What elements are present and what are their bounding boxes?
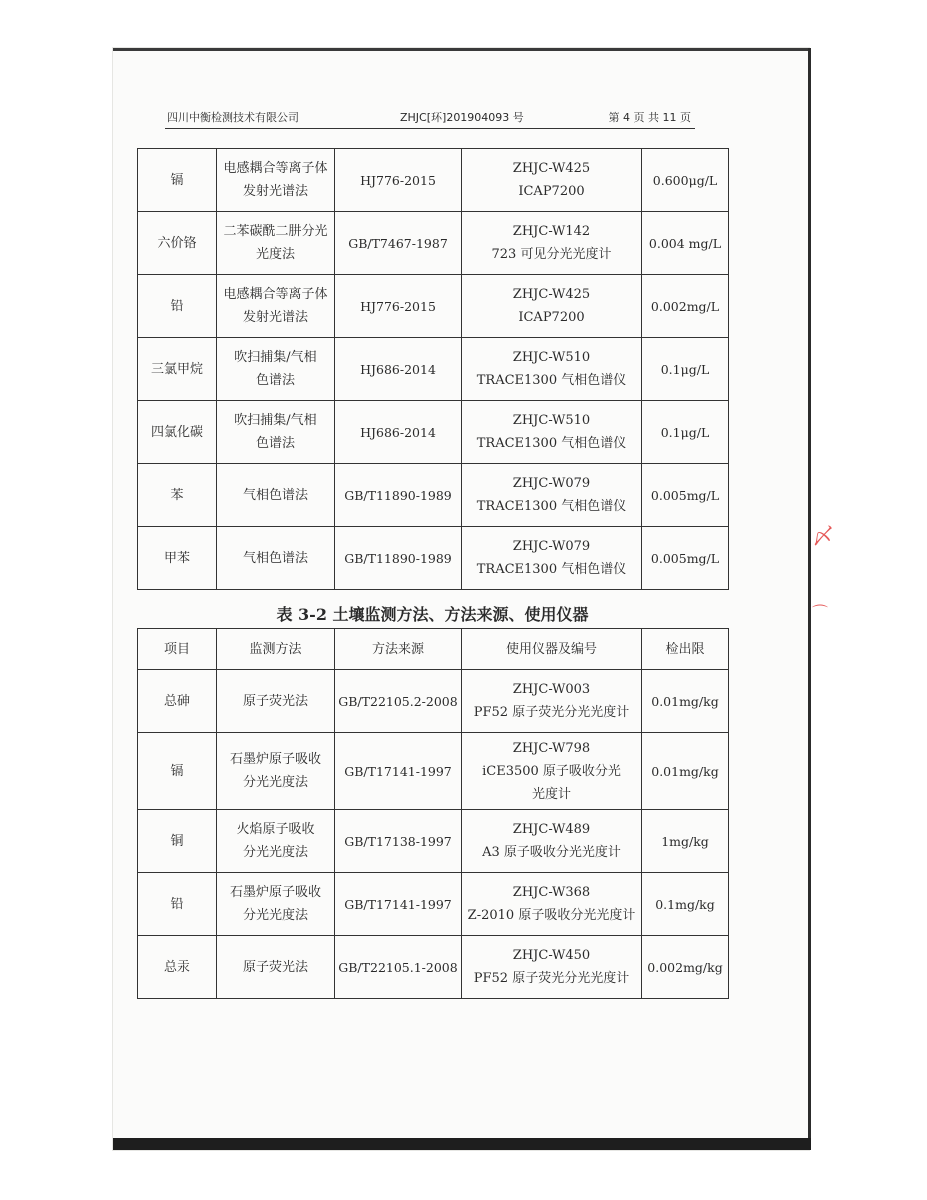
table-row [138,275,729,338]
company-name: 四川中衡检测技术有限公司 [167,111,299,124]
limit-cell: 0.004 mg/L [642,212,729,275]
header-cell: 项目 [138,629,217,670]
instrument-line: TRACE1300 气相色谱仪 [476,373,627,388]
table-row [138,338,729,401]
instrument-line: 723 可见分光光度计 [491,247,612,262]
instrument-line: ZHJC-W142 [512,224,591,239]
limit-cell: 0.1μg/L [642,338,729,401]
method-line: 分光光度法 [242,775,308,790]
header-cell: 检出限 [642,629,729,670]
instrument-line: TRACE1300 气相色谱仪 [476,562,627,577]
source-cell: GB/T11890-1989 [335,527,462,590]
instrument-cell [462,464,642,527]
table-row [138,527,729,590]
limit-cell: 0.002mg/kg [642,936,729,999]
header-cell: 方法来源 [335,629,462,670]
source-cell: GB/T17138-1997 [335,810,462,873]
instrument-cell [462,149,642,212]
method-cell [217,338,335,401]
instrument-cell [462,810,642,873]
limit-cell: 0.1mg/kg [642,873,729,936]
method-line: 气相色谱法 [242,550,308,566]
instrument-line: ZHJC-W489 [512,822,591,837]
instrument-cell [462,275,642,338]
source-cell: GB/T17141-1997 [335,873,462,936]
source-cell: GB/T17141-1997 [335,733,462,810]
method-cell [217,936,335,999]
instrument-line: ICAP7200 [518,310,585,325]
method-line: 发射光谱法 [242,184,308,199]
table-row [138,733,729,810]
method-line: 石墨炉原子吸收 [229,752,321,767]
method-cell [217,464,335,527]
limit-cell: 0.002mg/L [642,275,729,338]
instrument-cell [462,873,642,936]
instrument-line: ZHJC-W425 [512,161,591,176]
item-cell: 铜 [138,810,217,873]
item-cell: 三氯甲烷 [138,338,217,401]
page-top-edge [113,48,811,51]
method-line: 分光光度法 [242,845,308,860]
stamp-bleed-mark: 〆 [812,525,835,550]
limit-cell: 1mg/kg [642,810,729,873]
item-cell: 铅 [138,275,217,338]
method-cell [217,401,335,464]
method-cell [217,810,335,873]
method-line: 气相色谱法 [242,487,308,503]
method-line: 原子荧光法 [242,959,308,975]
table-row [138,936,729,999]
instrument-line: A3 原子吸收分光光度计 [482,845,621,860]
source-cell: GB/T22105.2-2008 [335,670,462,733]
item-cell: 镉 [138,733,217,810]
method-line: 电感耦合等离子体 [223,161,328,176]
method-cell [217,873,335,936]
page-header [165,106,695,129]
method-line: 石墨炉原子吸收 [229,885,321,900]
header-cell: 监测方法 [217,629,335,670]
instrument-line: 光度计 [531,786,571,802]
method-line: 光度法 [255,247,295,262]
stamp-bleed-mark: ⌒ [812,603,829,622]
method-line: 发射光谱法 [242,310,308,325]
instrument-line: ZHJC-W510 [512,413,591,428]
method-line: 分光光度法 [242,908,308,923]
method-line: 色谱法 [255,436,295,451]
item-cell: 总砷 [138,670,217,733]
source-cell: GB/T7467-1987 [335,212,462,275]
instrument-line: ZHJC-W003 [512,682,591,697]
report-number: ZHJC[环]201904093 号 [400,111,524,124]
source-cell: HJ686-2014 [335,338,462,401]
instrument-cell [462,936,642,999]
method-line: 原子荧光法 [242,693,308,709]
method-cell [217,275,335,338]
page-number: 第 4 页 共 11 页 [608,111,691,124]
method-line: 色谱法 [255,373,295,388]
page-bottom-edge [113,1138,811,1150]
instrument-line: ZHJC-W450 [512,948,591,963]
limit-cell: 0.005mg/L [642,464,729,527]
water-methods-table [137,148,729,590]
table-row [138,401,729,464]
soil-methods-table [137,628,729,999]
method-line: 电感耦合等离子体 [223,287,328,302]
table-row [138,873,729,936]
header-cell: 使用仪器及编号 [462,629,642,670]
instrument-line: ZHJC-W368 [512,885,591,900]
table-row [138,670,729,733]
method-cell [217,212,335,275]
method-line: 吹扫捕集/气相 [234,350,317,365]
source-cell: HJ776-2015 [335,275,462,338]
instrument-cell [462,401,642,464]
item-cell: 四氯化碳 [138,401,217,464]
limit-cell: 0.600μg/L [642,149,729,212]
page-right-edge [808,48,811,1150]
instrument-cell [462,670,642,733]
instrument-line: TRACE1300 气相色谱仪 [476,499,627,514]
table-header-row [138,629,729,670]
instrument-line: ZHJC-W798 [512,740,591,756]
item-cell: 镉 [138,149,217,212]
method-cell [217,733,335,810]
method-line: 二苯碳酰二肼分光 [223,224,328,239]
limit-cell: 0.1μg/L [642,401,729,464]
instrument-line: ZHJC-W425 [512,287,591,302]
method-cell [217,670,335,733]
source-cell: GB/T22105.1-2008 [335,936,462,999]
item-cell: 甲苯 [138,527,217,590]
source-cell: HJ686-2014 [335,401,462,464]
instrument-line: iCE3500 原子吸收分光 [482,763,621,779]
limit-cell: 0.005mg/L [642,527,729,590]
source-cell: GB/T11890-1989 [335,464,462,527]
instrument-line: ICAP7200 [518,184,585,199]
limit-cell: 0.01mg/kg [642,733,729,810]
item-cell: 苯 [138,464,217,527]
instrument-line: TRACE1300 气相色谱仪 [476,436,627,451]
table-caption: 表 3-2 土壤监测方法、方法来源、使用仪器 [276,605,589,624]
item-cell: 总汞 [138,936,217,999]
method-line: 火焰原子吸收 [236,822,315,837]
table-row [138,212,729,275]
item-cell: 铅 [138,873,217,936]
instrument-cell [462,733,642,810]
table-row [138,810,729,873]
source-cell: HJ776-2015 [335,149,462,212]
instrument-line: Z-2010 原子吸收分光光度计 [467,908,636,923]
method-cell [217,527,335,590]
instrument-cell [462,212,642,275]
instrument-line: PF52 原子荧光分光光度计 [473,705,630,720]
item-cell: 六价铬 [138,212,217,275]
instrument-cell [462,527,642,590]
method-line: 吹扫捕集/气相 [234,413,317,428]
instrument-line: ZHJC-W079 [512,476,591,491]
instrument-line: PF52 原子荧光分光光度计 [473,971,630,986]
instrument-line: ZHJC-W079 [512,539,591,554]
limit-cell: 0.01mg/kg [642,670,729,733]
instrument-cell [462,338,642,401]
method-cell [217,149,335,212]
table-row [138,149,729,212]
table-row [138,464,729,527]
instrument-line: ZHJC-W510 [512,350,591,365]
